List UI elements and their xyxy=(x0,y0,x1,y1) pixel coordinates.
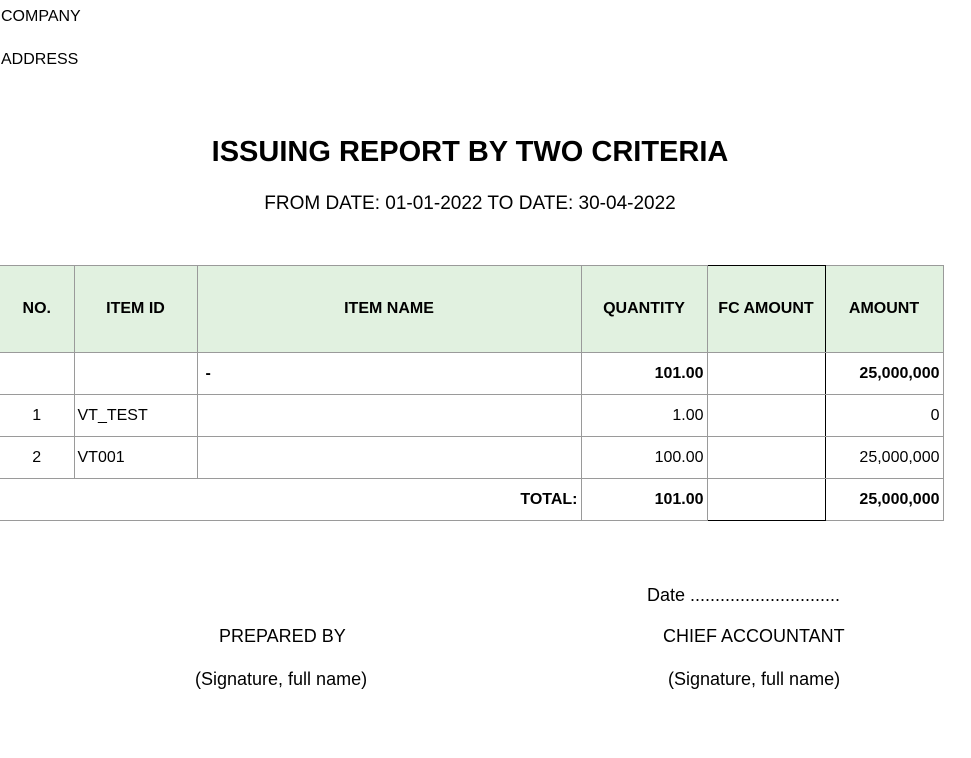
report-title: ISSUING REPORT BY TWO CRITERIA xyxy=(211,136,729,168)
prepared-signature-note: (Signature, full name) xyxy=(195,669,368,689)
report-table xyxy=(0,265,944,521)
row-fc-amount xyxy=(707,395,825,437)
row-no: 2 xyxy=(0,437,74,479)
row-item-id: VT_TEST xyxy=(74,395,197,437)
total-amount: 25,000,000 xyxy=(825,479,943,521)
group-amount: 25,000,000 xyxy=(825,353,943,395)
column-header-item-id: ITEM ID xyxy=(74,266,197,353)
group-no xyxy=(0,353,74,395)
group-fc-amount xyxy=(707,353,825,395)
column-header-no: NO. xyxy=(0,266,74,353)
row-fc-amount xyxy=(707,437,825,479)
company-label: COMPANY xyxy=(1,8,81,25)
group-quantity: 101.00 xyxy=(581,353,707,395)
row-amount: 25,000,000 xyxy=(825,437,943,479)
prepared-by-label: PREPARED BY xyxy=(219,626,346,646)
table-row xyxy=(0,437,943,479)
table-header-row xyxy=(0,266,943,353)
column-header-item-name: ITEM NAME xyxy=(197,266,581,353)
total-quantity: 101.00 xyxy=(581,479,707,521)
address-label: ADDRESS xyxy=(1,51,79,68)
total-fc-amount xyxy=(707,479,825,521)
row-item-id: VT001 xyxy=(74,437,197,479)
date-range: FROM DATE: 01-01-2022 TO DATE: 30-04-2022 xyxy=(264,193,676,214)
row-no: 1 xyxy=(0,395,74,437)
row-amount: 0 xyxy=(825,395,943,437)
total-row xyxy=(0,479,943,521)
chief-signature-note: (Signature, full name) xyxy=(668,669,841,689)
row-item-name xyxy=(197,395,581,437)
row-quantity: 1.00 xyxy=(581,395,707,437)
row-quantity: 100.00 xyxy=(581,437,707,479)
group-item-id xyxy=(74,353,197,395)
group-row xyxy=(0,353,943,395)
row-item-name xyxy=(197,437,581,479)
signature-date: Date .............................. xyxy=(647,585,841,605)
column-header-amount: AMOUNT xyxy=(825,266,943,353)
total-label: TOTAL: xyxy=(0,479,581,521)
chief-accountant-label: CHIEF ACCOUNTANT xyxy=(663,626,845,646)
table-row xyxy=(0,395,943,437)
column-header-quantity: QUANTITY xyxy=(581,266,707,353)
column-header-fc-amount: FC AMOUNT xyxy=(707,266,825,353)
group-item-name: - xyxy=(197,353,581,395)
